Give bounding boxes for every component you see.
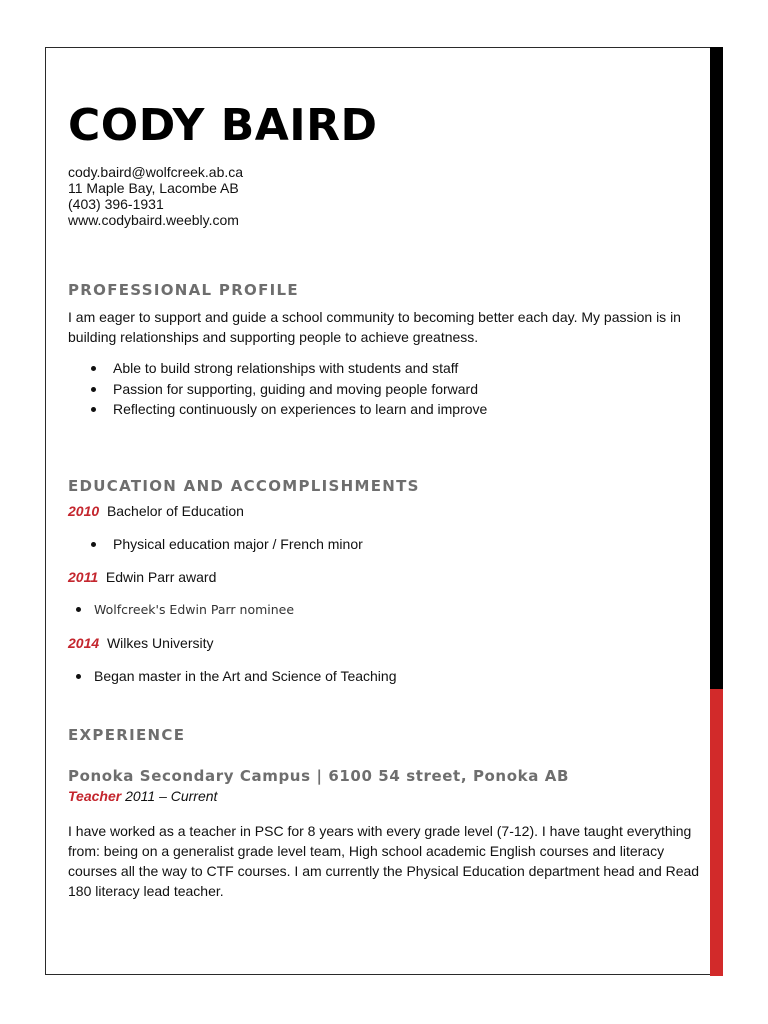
profile-text-line-2: building relationships and supporting people to achieve greatness.	[68, 329, 479, 345]
job-period: 2011 – Current	[125, 788, 218, 804]
profile-text-line-1: I am eager to support and guide a school community to becoming better each day. My passion is in	[68, 309, 681, 325]
side-bar-red	[710, 689, 723, 976]
education-bullet: Wolfcreek's Edwin Parr nominee	[94, 602, 295, 617]
job-title: Ponoka Secondary Campus | 6100 54 street, Ponoka AB	[68, 767, 569, 785]
bullet-dot	[91, 542, 96, 547]
contact-phone: (403) 396-1931	[68, 196, 164, 212]
education-bullet: Physical education major / French minor	[113, 536, 363, 552]
education-bullet: Began master in the Art and Science of Teaching	[94, 668, 397, 684]
job-role	[68, 788, 217, 804]
experience-text-line: from: being on a generalist grade level team, High school academic English courses and literacy	[68, 843, 665, 859]
job-role-title: Teacher	[68, 788, 122, 804]
contact-email[interactable]: cody.baird@wolfcreek.ab.ca	[68, 164, 244, 180]
section-heading-experience: EXPERIENCE	[68, 726, 186, 744]
education-entry	[68, 569, 216, 585]
bullet-dot	[91, 407, 96, 412]
section-heading-profile: PROFESSIONAL PROFILE	[68, 281, 299, 299]
education-entry	[68, 635, 214, 651]
experience-text-line: I have worked as a teacher in PSC for 8 years with every grade level (7-12). I have taught everything	[68, 823, 692, 839]
profile-bullet: Able to build strong relationships with students and staff	[113, 360, 459, 376]
bullet-dot	[91, 387, 96, 392]
bullet-dot	[76, 674, 81, 679]
education-year: 2014	[68, 635, 100, 651]
bullet-dot	[91, 366, 96, 371]
side-bar-black	[710, 47, 723, 689]
contact-website[interactable]: www.codybaird.weebly.com	[68, 212, 239, 228]
contact-address: 11 Maple Bay, Lacombe AB	[68, 180, 239, 196]
education-year: 2010	[68, 503, 100, 519]
profile-bullet: Reflecting continuously on experiences to learn and improve	[113, 401, 488, 417]
education-title: Bachelor of Education	[106, 503, 244, 519]
experience-text-line: 180 literacy lead teacher.	[68, 883, 224, 899]
section-heading-education: EDUCATION AND ACCOMPLISHMENTS	[68, 477, 420, 495]
candidate-name: CODY BAIRD	[68, 100, 378, 151]
bullet-dot	[76, 607, 81, 612]
profile-bullet: Passion for supporting, guiding and moving people forward	[113, 381, 479, 397]
education-year: 2011	[68, 569, 99, 585]
education-title: Wilkes University	[106, 635, 214, 651]
education-entry	[68, 503, 244, 519]
experience-text-line: courses all the way to CTF courses. I am currently the Physical Education department head and Read	[68, 863, 700, 879]
education-title: Edwin Parr award	[105, 569, 217, 585]
